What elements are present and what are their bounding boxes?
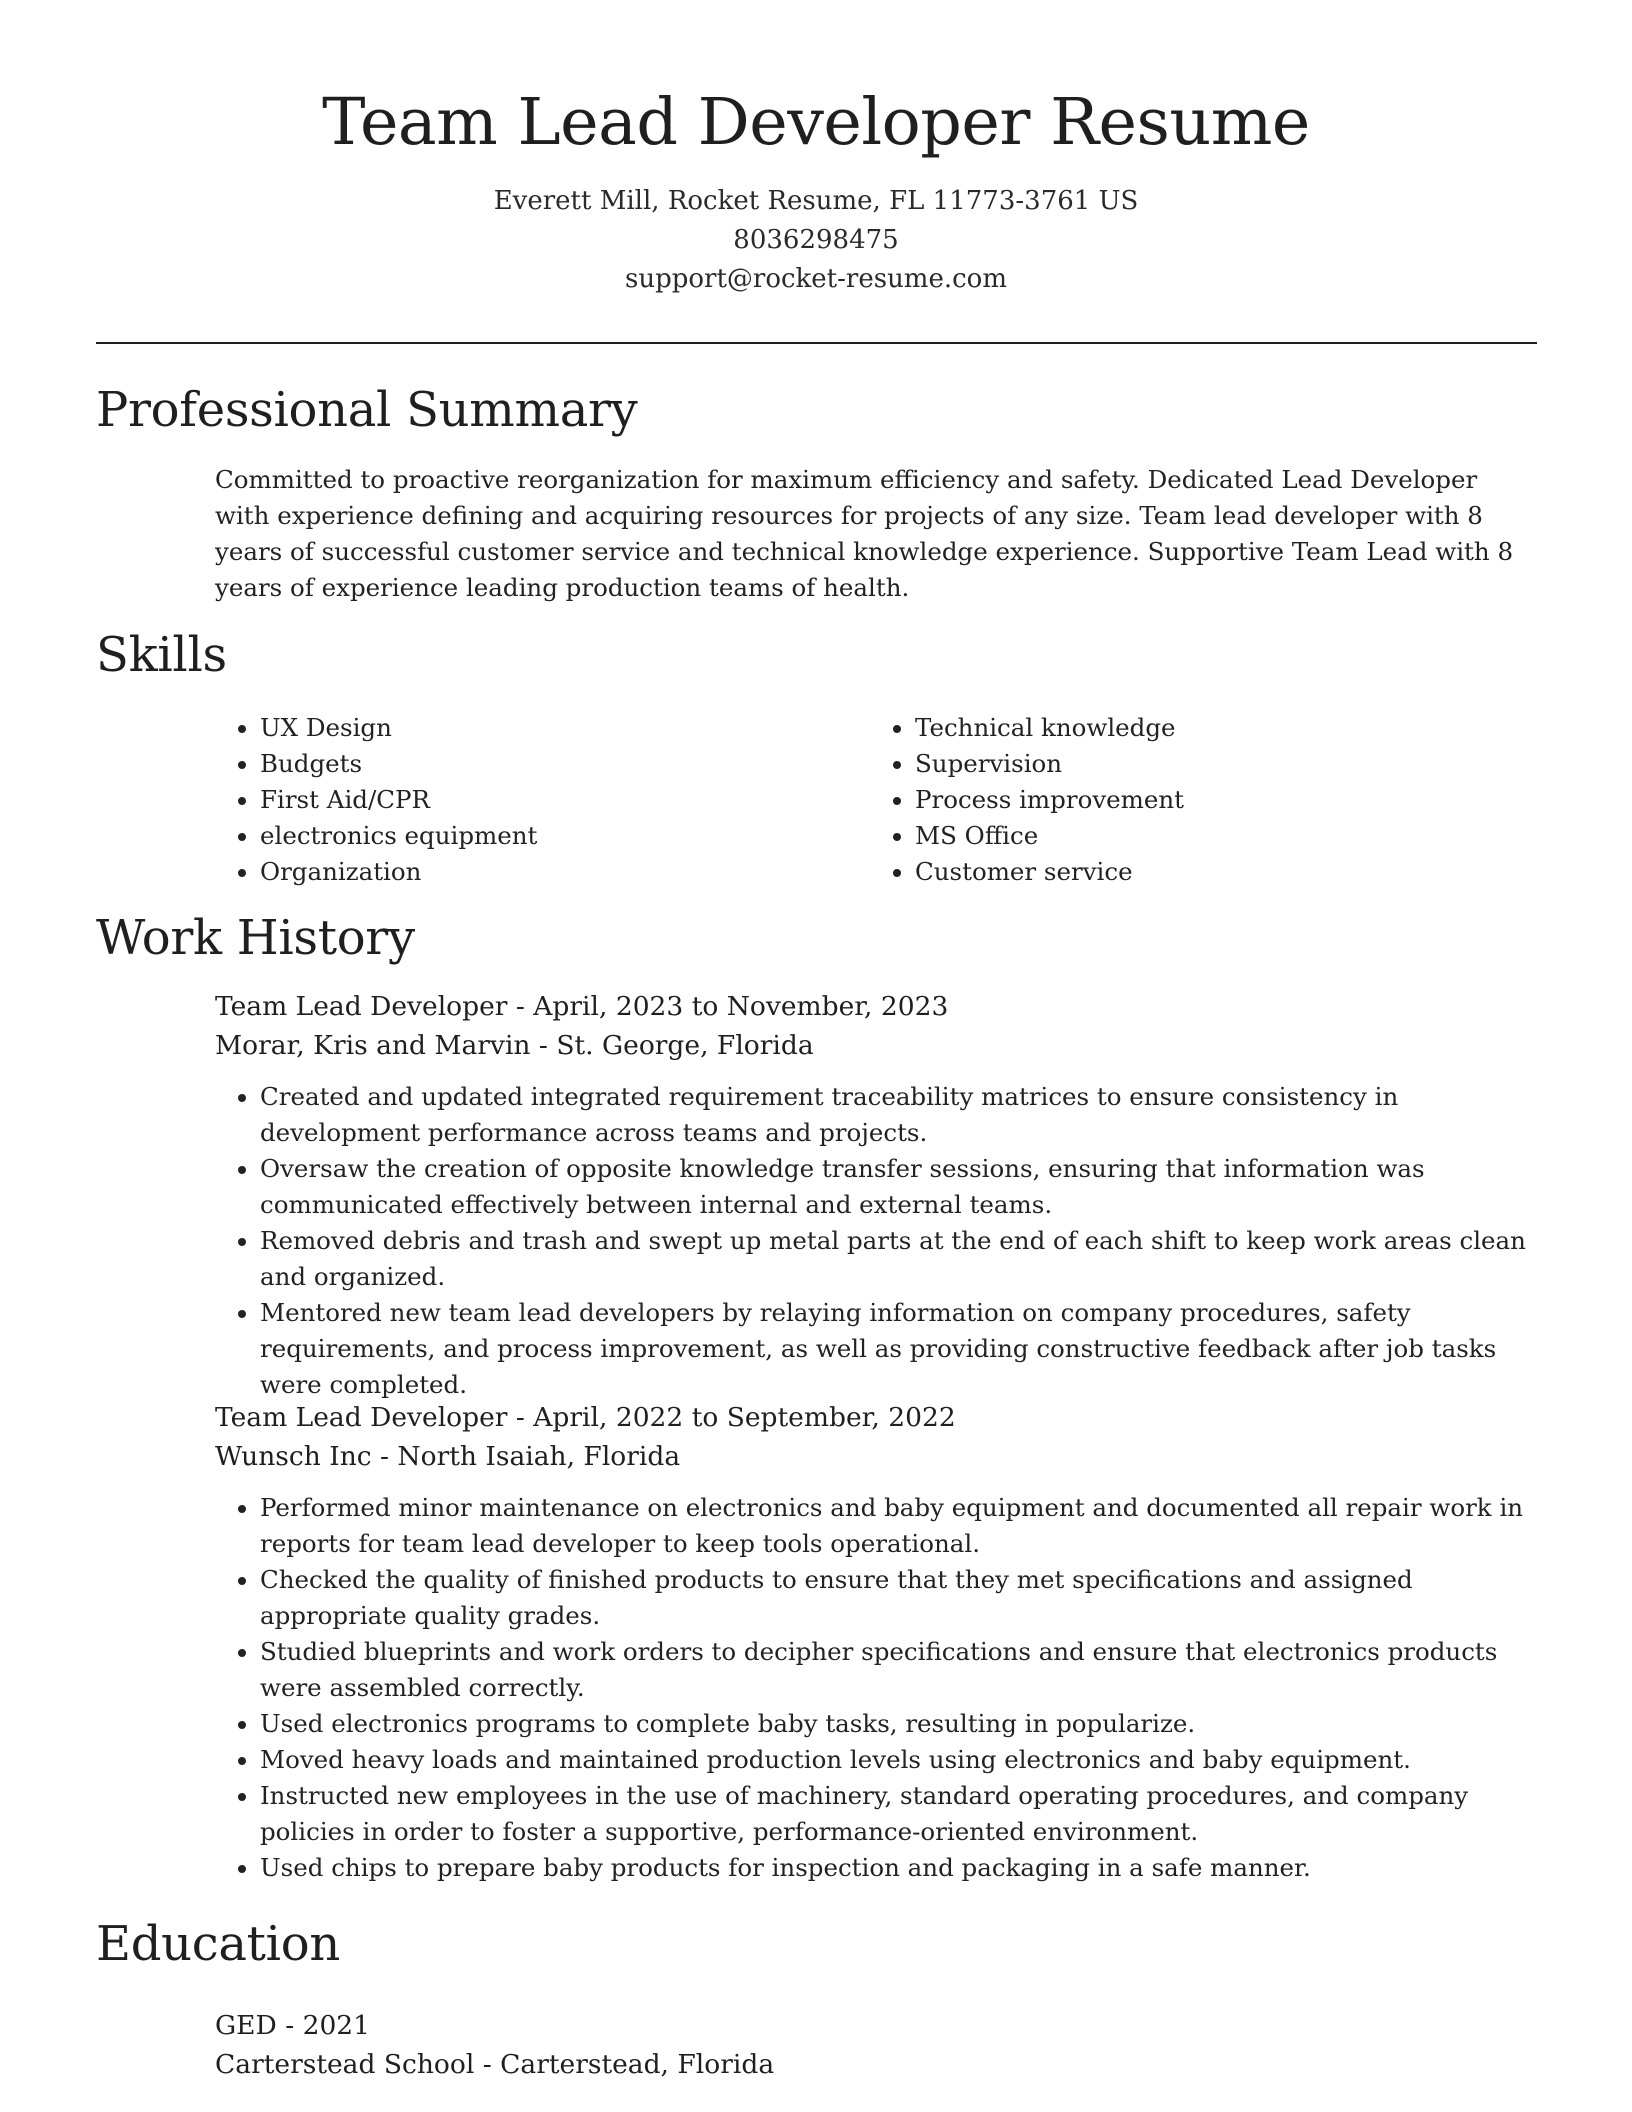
skill-item: • Organization: [260, 854, 870, 890]
skill-item: • Process improvement: [915, 782, 1525, 818]
separator: -: [507, 1402, 534, 1433]
education-degree: GED: [215, 2010, 277, 2041]
contact-block: [96, 182, 1536, 299]
contact-address: Everett Mill, Rocket Resume, FL 11773-3761 US: [493, 186, 1139, 216]
job-bullet: • Studied blueprints and work orders to decipher specifications and ensure that electronics products were assembled correctly.: [260, 1634, 1535, 1706]
job-title: Team Lead Developer: [215, 991, 508, 1022]
job-bullets: [215, 1079, 1535, 1403]
job-company-line: [215, 1437, 1535, 1476]
job-title: Team Lead Developer: [215, 1402, 508, 1433]
header-divider: [96, 342, 1537, 344]
job-bullet: • Checked the quality of finished products to ensure that they met specifications and assigned appropriate quality grades.: [260, 1562, 1535, 1634]
job-dates: April, 2023 to November, 2023: [533, 991, 949, 1022]
education-degree-line: [215, 2006, 1535, 2045]
skill-item: • electronics equipment: [260, 818, 870, 854]
summary-text: Committed to proactive reorganization for maximum efficiency and safety. Dedicated Lead Developer with experience defining and acquiring resources for projects of any size. Team lead developer with 8 years of successful customer service and technical knowledge experience. Supportive Team Lead with 8 years of experience leading production teams of health.: [215, 465, 1514, 602]
contact-email: support@rocket-resume.com: [624, 264, 1007, 294]
job-company: Morar, Kris and Marvin: [215, 1030, 531, 1061]
separator: -: [276, 2010, 303, 2041]
skills-list: [215, 710, 1525, 890]
resume-title: Team Lead Developer Resume: [322, 85, 1310, 160]
job-title-line: [215, 1398, 1535, 1437]
job-company-line: [215, 1026, 1535, 1065]
skill-item: • Customer service: [915, 854, 1525, 890]
job-bullet: • Performed minor maintenance on electronics and baby equipment and documented all repair work in reports for team lead developer to keep tools operational.: [260, 1490, 1535, 1562]
skill-item: • MS Office: [915, 818, 1525, 854]
skill-item: • First Aid/CPR: [260, 782, 870, 818]
separator: -: [371, 1441, 398, 1472]
contact-phone: 8036298475: [733, 225, 899, 255]
separator: -: [474, 2049, 501, 2080]
skill-item: • Supervision: [915, 746, 1525, 782]
education-location: Carterstead, Florida: [500, 2049, 775, 2080]
education-entry: [215, 2006, 1535, 2084]
skill-item: • UX Design: [260, 710, 870, 746]
skill-item: • Budgets: [260, 746, 870, 782]
skills-column-left: [215, 710, 870, 890]
job-bullet: • Used chips to prepare baby products for inspection and packaging in a safe manner.: [260, 1850, 1535, 1886]
job-bullets: [215, 1490, 1535, 1886]
skills-column-right: [870, 710, 1525, 890]
job-bullet: • Created and updated integrated requirement traceability matrices to ensure consistency in development performance across teams and projects.: [260, 1079, 1535, 1151]
job-location: St. George, Florida: [556, 1030, 814, 1061]
education-school-line: [215, 2045, 1535, 2084]
job-dates: April, 2022 to September, 2022: [533, 1402, 956, 1433]
separator: -: [530, 1030, 557, 1061]
skills-heading: Skills: [96, 627, 227, 683]
job-bullet: • Mentored new team lead developers by relaying information on company procedures, safety requirements, and process improvement, as well as providing constructive feedback after job tasks were completed.: [260, 1295, 1535, 1403]
separator: -: [507, 991, 534, 1022]
job-bullet: • Instructed new employees in the use of machinery, standard operating procedures, and company policies in order to foster a supportive, performance-oriented environment.: [260, 1778, 1535, 1850]
job-bullet: • Oversaw the creation of opposite knowledge transfer sessions, ensuring that information was communicated effectively between internal and external teams.: [260, 1151, 1535, 1223]
education-school: Carterstead School: [215, 2049, 475, 2080]
summary-heading: Professional Summary: [96, 382, 638, 438]
job-entry: [215, 987, 1535, 1403]
job-entry: [215, 1398, 1535, 1886]
job-company: Wunsch Inc: [215, 1441, 372, 1472]
work-history-heading: Work History: [96, 910, 415, 966]
job-location: North Isaiah, Florida: [397, 1441, 681, 1472]
job-title-line: [215, 987, 1535, 1026]
education-heading: Education: [96, 1916, 340, 1972]
education-year: 2021: [302, 2010, 371, 2041]
resume-header: [96, 78, 1536, 299]
job-bullet: • Used electronics programs to complete baby tasks, resulting in popularize.: [260, 1706, 1535, 1742]
skill-item: • Technical knowledge: [915, 710, 1525, 746]
job-bullet: • Removed debris and trash and swept up metal parts at the end of each shift to keep work areas clean and organized.: [260, 1223, 1535, 1295]
job-bullet: • Moved heavy loads and maintained production levels using electronics and baby equipment.: [260, 1742, 1535, 1778]
